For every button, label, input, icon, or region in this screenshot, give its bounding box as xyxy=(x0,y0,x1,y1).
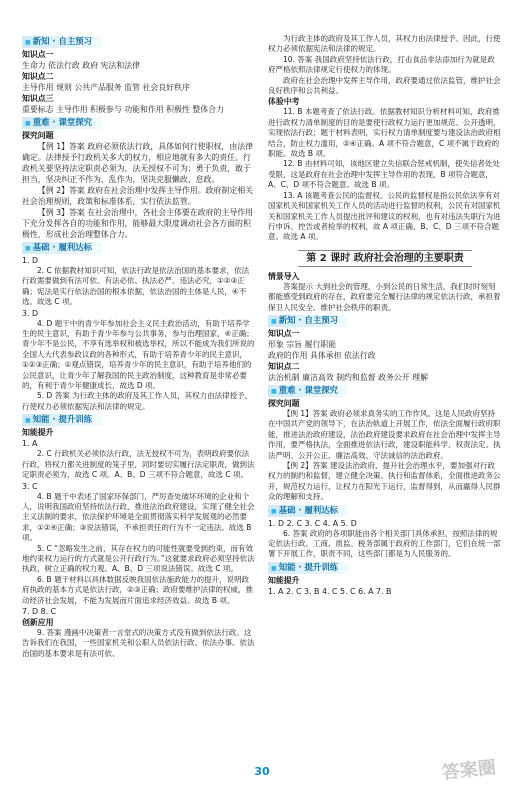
answer-paragraph: 13. A 该题考查公民的监督权。公民的监督权是指公民依法享有对国家机关和国家机关工作人员的活动进行监督的权利，公民有对国家机关和国家机关工作人员提出批评和建议的权利，也有对违法失职行为进行申诉、控告或者检举的权利，故 A 项正确，B、C、D 三项不符合题意。故选 A 项。 xyxy=(268,190,501,242)
answer-paragraph: 1. D xyxy=(22,256,39,265)
answer-paragraph: 5. C “忽略发生之前，其存在权力的可能性就要受到约束，而有效地约束权力运行的方式就是公开行政行为。”这就要求政府必须坚持依法执政，树立正确的权力观。A、B、D 三项说法错误。故选 C 项。 xyxy=(22,543,255,574)
lesson-title xyxy=(268,253,502,264)
subheading: 探究问题 xyxy=(22,131,54,140)
section-header: ■ 新知 · 自主预习 xyxy=(268,315,348,327)
answer-paragraph: 法治机制 廉洁高效 制约和监督 政务公开 理解 xyxy=(268,372,428,382)
subheading: 体验中考 xyxy=(268,97,300,107)
subheading: 知能提升 xyxy=(268,575,300,585)
answer-paragraph: 10. 答案 我国政府坚持依法行政，打击食品非法添加行为就是政府严格依照法律规定行使权力的体现。 xyxy=(268,54,495,75)
answer-paragraph: 4. D 题干中的青少年参加社会主义民主政治活动，有助于培养学生的民主意识，有助于青少年参与公共事务，参与治理国家，④正确；青少年不是公民，不享有选举权和被选举权，所以不能成为我们所说的全国人大代表参政议政的各种形式，有助于培养青少年的民主意识，①②③正确；①观点错误，培养青少年的民主意识，有助于培养他们的公民意识，让青少年了解我国的民主政治制度，这种教育是非常必要的，有利于青少年健康成长，故选 D 项。 xyxy=(22,318,255,391)
subheading: 情景导入 xyxy=(268,271,300,281)
answer-paragraph: 【例 2】答案 政府在社会治理中发挥主导作用。政府制定相关社会治理规则，政策和标准体系，实行依法监管。 xyxy=(22,186,253,206)
page-number: 30 xyxy=(254,765,270,778)
watermark-logo: 答案圈 xyxy=(440,757,497,784)
answer-paragraph: 【例 1】答案 政府必须依法行政，具体如何行使职权，由法律确定。法律授予行政机关多大的权力，相应地就有多大的责任。行政机关要坚持法定职责必须为，法无授权不可为；勇于负责，敢于担当，坚决纠正不作为、乱作为，坚决克服懒政、怠政。 xyxy=(22,142,253,184)
section-header: ■ 重难 · 课堂探究 xyxy=(22,117,102,129)
answer-paragraph: 政府的作用 具体承担 依法行政 xyxy=(268,350,376,360)
answer-paragraph: 2. C 行政机关必须依法行政，法无授权不可为，表明政府要依法行政，将权力都关进制度的笼子里，同时要切实履行法定职责，做到法定职责必须为，故选 C 项。A、B、D 三项不符合题意，故选 C 项。 xyxy=(22,449,255,480)
lesson-title-text: 第 2 课时 政府社会治理的主要职责 xyxy=(298,250,471,267)
subheading: 知识点一 xyxy=(268,328,300,338)
subheading: 知识点二 xyxy=(268,361,300,371)
section-header: ■ 基础 · 履利达标 xyxy=(268,505,348,517)
answer-paragraph: 政府在社会治理中发挥主导作用，政府要通过依法监管，维护社会良好秩序和公共利益。 xyxy=(268,75,501,96)
answer-paragraph: 重要标志 主导作用 积极参与 功能和作用 积极性 整体合力 xyxy=(22,105,224,114)
section-header: ■ 重难 · 课堂探究 xyxy=(268,385,348,397)
subheading: 知识点二 xyxy=(22,72,54,81)
answer-paragraph: 1. A 2. C 3. B 4. C 5. C 6. A 7. B xyxy=(268,586,392,596)
answer-paragraph: 生命力 依法行政 政府 宪法和法律 xyxy=(22,61,140,70)
answer-paragraph: 为行政主体的政府及其工作人员，其权力由法律授予。因此，行使权力必须依据宪法和法律的规定。 xyxy=(268,34,501,54)
subheading: 知识点一 xyxy=(22,50,54,59)
subheading: 知能提升 xyxy=(22,428,54,438)
answer-paragraph: 5. D 答案 为行政主体的政府及其工作人员，其权力由法律授予，行使权力必须依据宪法和法律的规定。 xyxy=(22,391,253,411)
answer-paragraph: 4. B 题干中表述了国家环保部门，严厉查处破坏环境的企业和个人，说明我国政府坚持依法行政，推进法治政府建设，实现了健全社会主义法制的要求，依法保护环境是全面贯彻落实科学发展观的必然要求，①②④正确；③说法错误，不承担责任的行为不一定违法。故选 B 项。 xyxy=(22,491,255,543)
answer-paragraph: 3. D xyxy=(22,308,39,318)
answer-paragraph: 12. B 由材料可知，该地区建立失信联合惩戒机制，使失信者处处受限，这是政府在社会治理中发挥主导作用的表现，B 项符合题意，A、C、D 项不符合题意。故选 B 项。 xyxy=(268,159,500,190)
answer-paragraph: 9. 答案 漫画中决策者一言堂式的决策方式没有做到依法行政。这告诉我们在我国，一些国家机关和公职人员依法行政、依法办事。依法治国的基本要求是有法可依、 xyxy=(22,627,255,658)
two-column-layout xyxy=(22,34,502,659)
answer-paragraph: 3. C xyxy=(22,481,38,491)
right-column xyxy=(268,34,502,659)
answer-paragraph: 【例 2】答案 建设法治政府，提升社会治理水平，要加强对行政权力的制约和监督，建立健全决策、执行和监督体系，全面推进政务公开，规范权力运行，让权力在阳光下运行，监督得到，从而赢得人民群众的理解和支持。 xyxy=(268,460,501,502)
answer-paragraph: 形象 宗旨 履行职能 xyxy=(268,339,337,349)
answer-paragraph: 7. D 8. C xyxy=(22,606,57,616)
answer-paragraph: 主导作用 规则 公共产品服务 监管 社会良好秩序 xyxy=(22,83,190,92)
answer-paragraph: 【例 3】答案 在社会治理中，各社会主体要在政府的主导作用下充分发挥各自的功能和作用，能够最大限度调动社会各方面的积极性，形成社会治理整体合力。 xyxy=(22,208,253,239)
answer-paragraph: 【例 1】答案 政府必须求真务实的工作作风。这是人民政府坚持在中国共产党的领导下，在法治轨道上开展工作，依法全面履行政府职能，推进法治政府建设，法治政府建设要求政府在社会治理中发挥主导作用，要严格执法，全面推进依法行政，建设职能科学、权责法定、执法严明、公开公正、廉洁高效、守法诚信的法治政府。 xyxy=(268,408,501,460)
answer-paragraph: 11. B 本题考查了依法行政。依据教材知识分析材料可知，政府推进行政权力清单制度的目的是要使行政权力运行更加规范、公开透明，实现依法行政；题干材料表明，实行权力清单制度要与建设法治政府相结合，防止权力滥用，②④正确。A 项不符合题意，C 项不属于政府的职能。故选 B 项。 xyxy=(268,107,501,159)
subheading: 创新应用 xyxy=(22,617,54,627)
subheading: 探究问题 xyxy=(268,398,300,408)
section-header: ■ 知能 · 提升训练 xyxy=(22,414,102,426)
answer-paragraph: 答案提示 大到社会的管理，小到公民的日常生活，我们时时刻刻都能感受到政府的存在，政府要完全履行法律的规定依法行政，承担着保卫人民安全、维护社会秩序的职责。 xyxy=(268,281,501,312)
section-header: ■ 新知 · 自主预习 xyxy=(22,36,102,48)
section-header: ■ 知能 · 提升训练 xyxy=(268,562,348,574)
answer-paragraph: 1. D 2. C 3. C 4. A 5. D xyxy=(268,518,357,528)
answer-paragraph: 6. 答案 政府的各项职能由各个相关部门具体承担，按照法律的规定依法行政。工商、质监、税务部属于政府的工作部门，它们在统一部署下开展工作，职责不同，这些部门都是为人民服务的。 xyxy=(268,528,501,559)
subheading: 知识点三 xyxy=(22,94,54,103)
answer-paragraph: 2. C 依据教材知识可知，依法行政是依法治国的基本要求，依法行政需要做到有法可依、有法必依、执法必严、违法必究，①②③正确；宪法是实行依法治国的根本依据，依法治国的主体是人民，④不选。故选 C 项。 xyxy=(22,266,250,307)
answer-paragraph: 6. B 题干材料以具体数据反映我国依法施政能力的提升，说明政府执政的基本方式是依法行政，②③正确；政府要维护法律的权威，推动经济社会发展，不能为发展而片面追求经济效益。故选 B 项。 xyxy=(22,574,253,605)
section-header: ■ 基础 · 履利达标 xyxy=(22,242,102,254)
left-column xyxy=(22,34,256,659)
answer-paragraph: 1. A xyxy=(22,439,38,449)
